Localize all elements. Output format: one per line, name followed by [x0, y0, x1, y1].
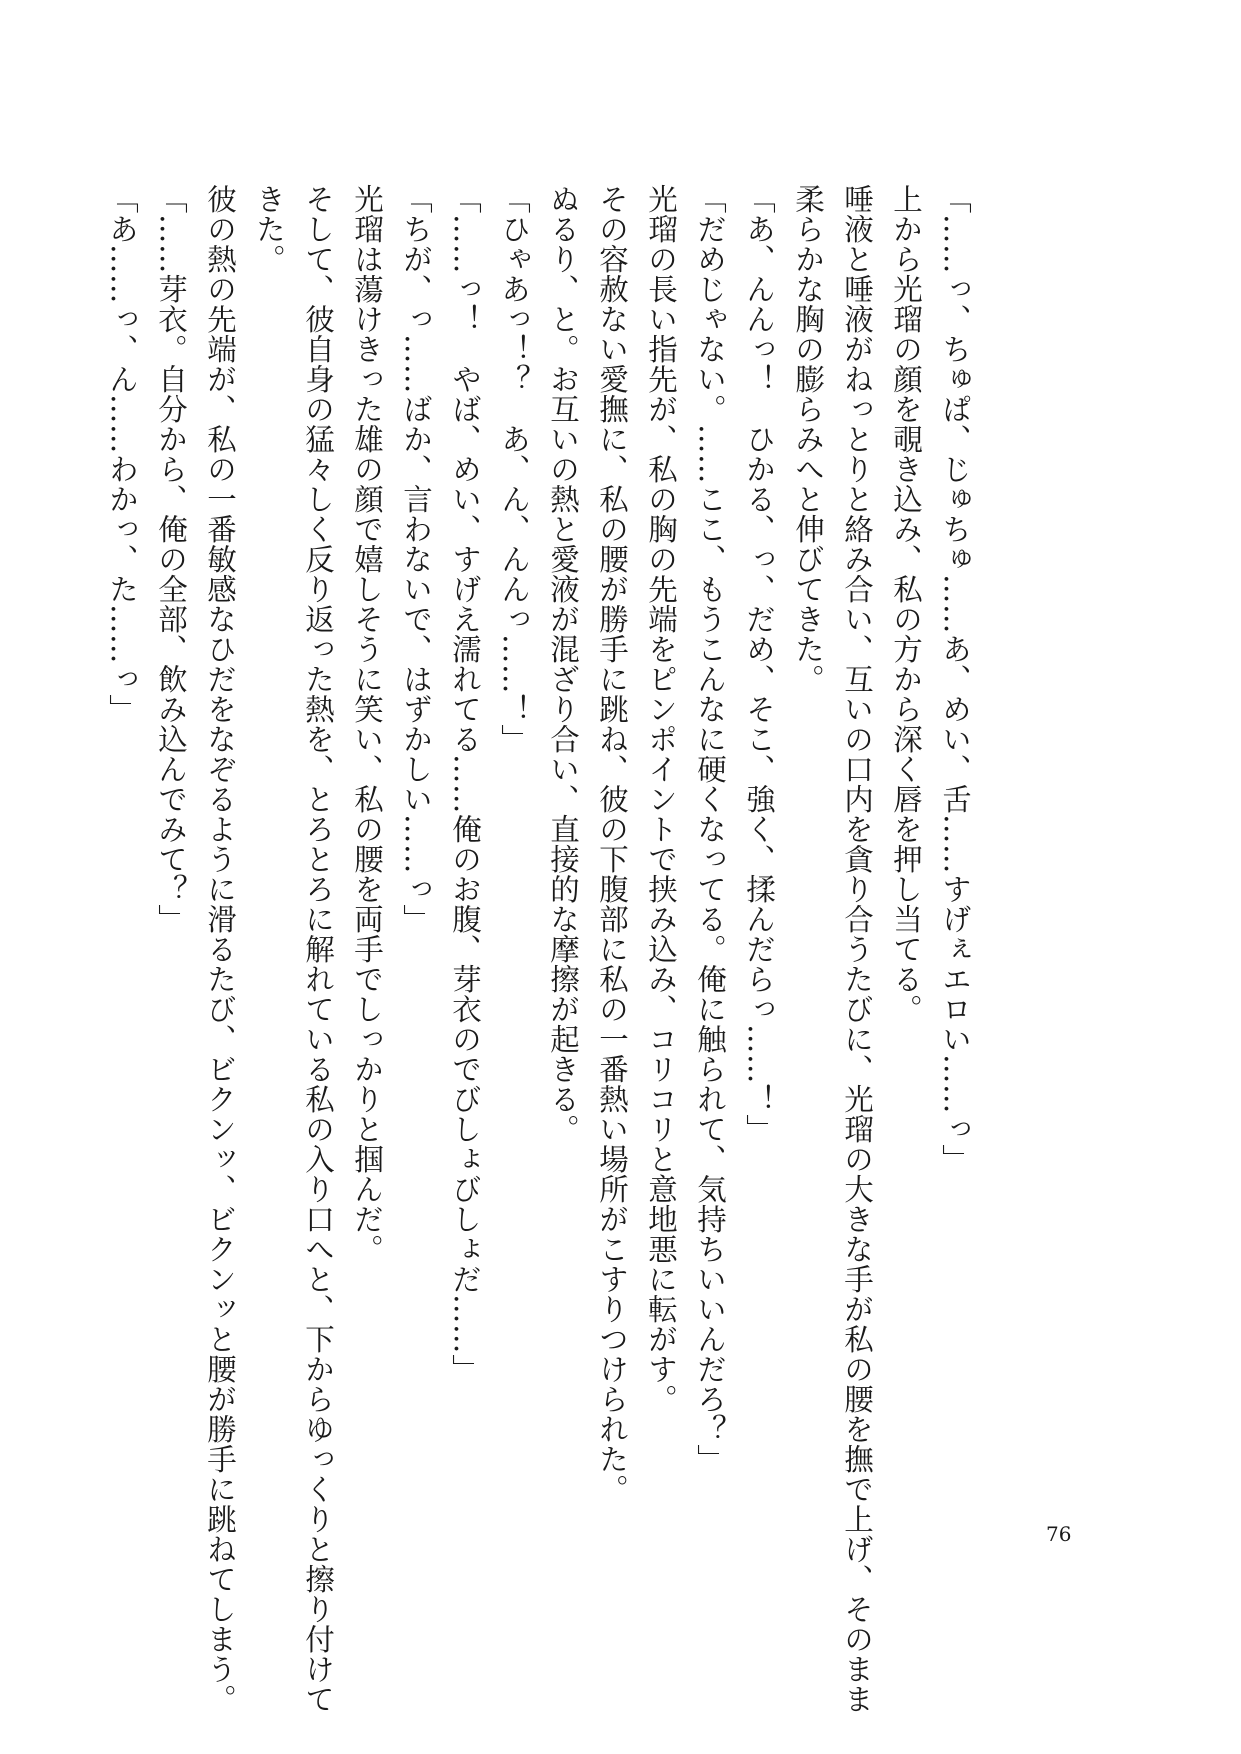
text-line: きた。	[252, 184, 286, 274]
text-line: 「……っ！ やば、めい、すげえ濡れてる……俺のお腹、芽衣のでびしょびしょだ……」	[448, 184, 482, 1384]
text-line: 「あ……っ、ん……わかっ、た……っ」	[105, 184, 139, 724]
text-line: 「あ、んんっ！ ひかる、っ、だめ、そこ、強く、揉んだらっ……！」	[742, 184, 776, 1144]
page-number: 76	[1046, 1522, 1072, 1546]
text-line: その容赦ない愛撫に、私の腰が勝手に跳ね、彼の下腹部に私の一番熱い場所がこすりつけられた。	[595, 184, 629, 1504]
text-line: 「だめじゃない。……ここ、もうこんなに硬くなってる。俺に触られて、気持ちいいんだろ？」	[693, 184, 727, 1474]
text-line: ぬるり、と。お互いの熱と愛液が混ざり合い、直接的な摩擦が起きる。	[546, 184, 580, 1144]
text-line: 「ちが、っ……ばか、言わないで、はずかしい……っ」	[399, 184, 433, 934]
text-line: 光瑠の長い指先が、私の胸の先端をピンポイントで挟み込み、コリコリと意地悪に転がす。	[644, 184, 678, 1414]
text-line: 「……芽衣。自分から、俺の全部、飲み込んでみて？」	[154, 184, 188, 934]
text-line: 上から光瑠の顔を覗き込み、私の方から深く唇を押し当てる。	[889, 184, 923, 1024]
text-line: 「ひゃあっ！？ あ、ん、んんっ……！」	[497, 184, 531, 754]
text-line: 柔らかな胸の膨らみへと伸びてきた。	[791, 184, 825, 694]
vertical-text-body	[105, 184, 979, 1714]
text-line: 彼の熱の先端が、私の一番敏感なひだをなぞるように滑るたび、ビクンッ、ビクンッと腰が勝手に跳ねてしまう。	[203, 184, 237, 1714]
text-line: 唾液と唾液がねっとりと絡み合い、互いの口内を貪り合うたびに、光瑠の大きな手が私の腰を撫で上げ、そのまま	[840, 184, 874, 1714]
text-line: そして、彼自身の猛々しく反り返った熱を、とろとろに解れている私の入り口へと、下からゆっくりと擦り付けて	[301, 184, 335, 1714]
text-line: 光瑠は蕩けきった雄の顔で嬉しそうに笑い、私の腰を両手でしっかりと掴んだ。	[350, 184, 384, 1264]
text-line: 「……っ、ちゅぱ、じゅちゅ……あ、めい、舌……すげぇエロい……っ」	[938, 184, 972, 1174]
